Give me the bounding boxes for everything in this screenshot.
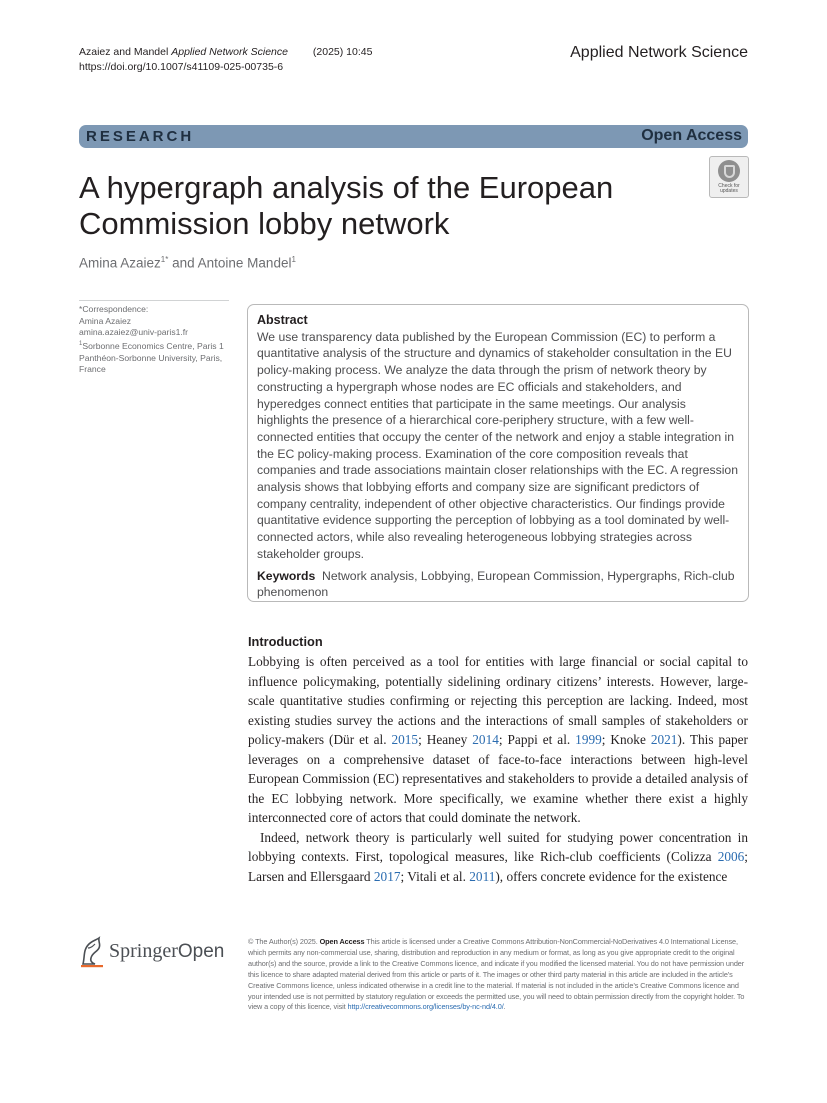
header-doi-link[interactable]: https://doi.org/10.1007/s41109-025-00735-6 <box>79 61 284 73</box>
citation-link[interactable]: 2017 <box>373 868 401 884</box>
open-access-label: Open Access <box>641 127 742 144</box>
citation-link[interactable]: 2006 <box>717 849 745 864</box>
springer-horse-icon <box>79 936 105 968</box>
license-text: © The Author(s) 2025. Open Access This article is licensed under a Creative Commons Attribution-NonCommercial-NoDerivatives 4.0 International License, which permits any non-commercial use, sharing, distribution and reproduction in any medium or format, as long as you give appropriate credit to the original author(s) and the source, provide a link to the Creative Commons licence, and indicate if you modified the licensed material. You do not have permission under this licence to share adapted material derived from this article or parts of it. The images or other third party material in this article are included in the article’s Creative Commons licence, unless indicated otherwise in a credit line to the material. If material is not included in the article’s Creative Commons licence and your intended use is not permitted by statutory regulation or exceeds the permitted use, you will need to obtain permission directly from the copyright holder. To view a copy of this licence, visit http://creativecommons.org/licenses/by-nc-nd/4.0/. <box>248 937 745 1012</box>
author-name[interactable]: Amina Azaiez <box>79 255 161 271</box>
correspondence-box: *Correspondence: Amina Azaiez amina.azaiez@univ-paris1.fr $^1$Sorbonne Economics Centre, Paris 1 Panthéon-Sorbonne University, Paris, France <box>79 300 229 376</box>
body-text <box>248 652 748 886</box>
header-authors: Azaiez and Mandel <box>79 46 169 58</box>
author-name[interactable]: Antoine Mandel <box>197 255 292 271</box>
journal-name: Applied Network Science <box>570 44 748 61</box>
citation-link[interactable]: 2014 <box>472 732 499 747</box>
keywords: Keywords Network analysis, Lobbying, European Commission, Hypergraphs, Rich-club phenomenon <box>257 568 735 600</box>
paragraph: Lobbying is often perceived as a tool for entities with large financial or social capital to influence policymaking, potentially sidelining ordinary citizens’ interests. However, large-scale quantitative studies confirming or rejecting this perception are lacking. Indeed, most existing studies survey the actions and the interactions of small samples of stakeholders or policy-makers (Dür et al. 2015; Heaney 2014; Pappi et al. 1999; Knoke 2021). This paper leverages on a comprehensive dataset of face-to-face interactions between high-level European Commission (EC) representatives and stakeholders to provide a detailed analysis of the EC lobbying network. More specifically, we examine whether there exist a highly interconnected core of actors that could dominate the network. <box>248 654 748 825</box>
header-journal-italic: Applied Network Science <box>171 46 288 58</box>
check-for-updates-button[interactable] <box>709 156 749 198</box>
springer-open-logo: SpringerOpen <box>109 940 225 962</box>
citation-link[interactable]: 2011 <box>469 868 496 884</box>
affiliation: $^1$Sorbonne Economics Centre, Paris 1 Panthéon-Sorbonne University, Paris, France <box>79 340 224 375</box>
section-heading-introduction: Introduction <box>248 634 323 649</box>
article-title: A hypergraph analysis of the European Commission lobby network <box>79 170 614 241</box>
citation-link[interactable]: 1999 <box>575 732 602 747</box>
author-list: Amina Azaiez$^{1*}$ and Antoine Mandel$^1$ <box>79 255 296 271</box>
abstract-heading: Abstract <box>257 313 308 327</box>
crossmark-icon <box>718 160 740 182</box>
article-type-label: RESEARCH <box>86 128 195 145</box>
running-header <box>79 45 372 75</box>
abstract-box <box>247 304 749 602</box>
check-for-updates-label: Check for updates <box>718 183 740 194</box>
paragraph: Indeed, network theory is particularly well suited for studying power concentration in lobbying contexts. First, topological measures, like Rich-club coefficients (Colizza 2006; Larsen and Ellersgaard 2017; Vitali et al. 2011), offers concrete evidence for the existence <box>248 829 748 884</box>
license-link[interactable]: http://creativecommons.org/licenses/by-nc-nd/4.0/ <box>347 1002 504 1012</box>
header-year-volume: (2025) 10:45 <box>312 46 373 58</box>
citation-link[interactable]: 2021 <box>650 732 678 747</box>
citation-link[interactable]: 2015 <box>391 732 419 747</box>
correspondence-email[interactable]: amina.azaiez@univ-paris1.fr <box>79 327 189 338</box>
abstract-text: We use transparency data published by the European Commission (EC) to perform a quantitative analysis of the structure and dynamics of stakeholder consultation in the EU policy-making process. We analyze the data through the prism of network theory by constructing a hypergraph whose nodes are EC officials and stakeholders, and hyperedges connect entities that participate in the same meetings. Our analysis highlights the presence of a hierarchical core-periphery structure, with a few well-connected entities that occupy the center of the network and enjoy a stable integration in the EC policy-making process. Examination of the core composition reveals that companies and trade associations maintain closer relationships with the EC. A regression analysis shows that lobbying efforts and company size are significant predictors of company centrality, independent of other objective characteristics. Our findings provide quantitative evidence supporting the perception of lobbying as a tool dominated by well-connected actors, while also revealing heterogeneous lobbying strategies across stakeholder groups. <box>257 329 738 561</box>
